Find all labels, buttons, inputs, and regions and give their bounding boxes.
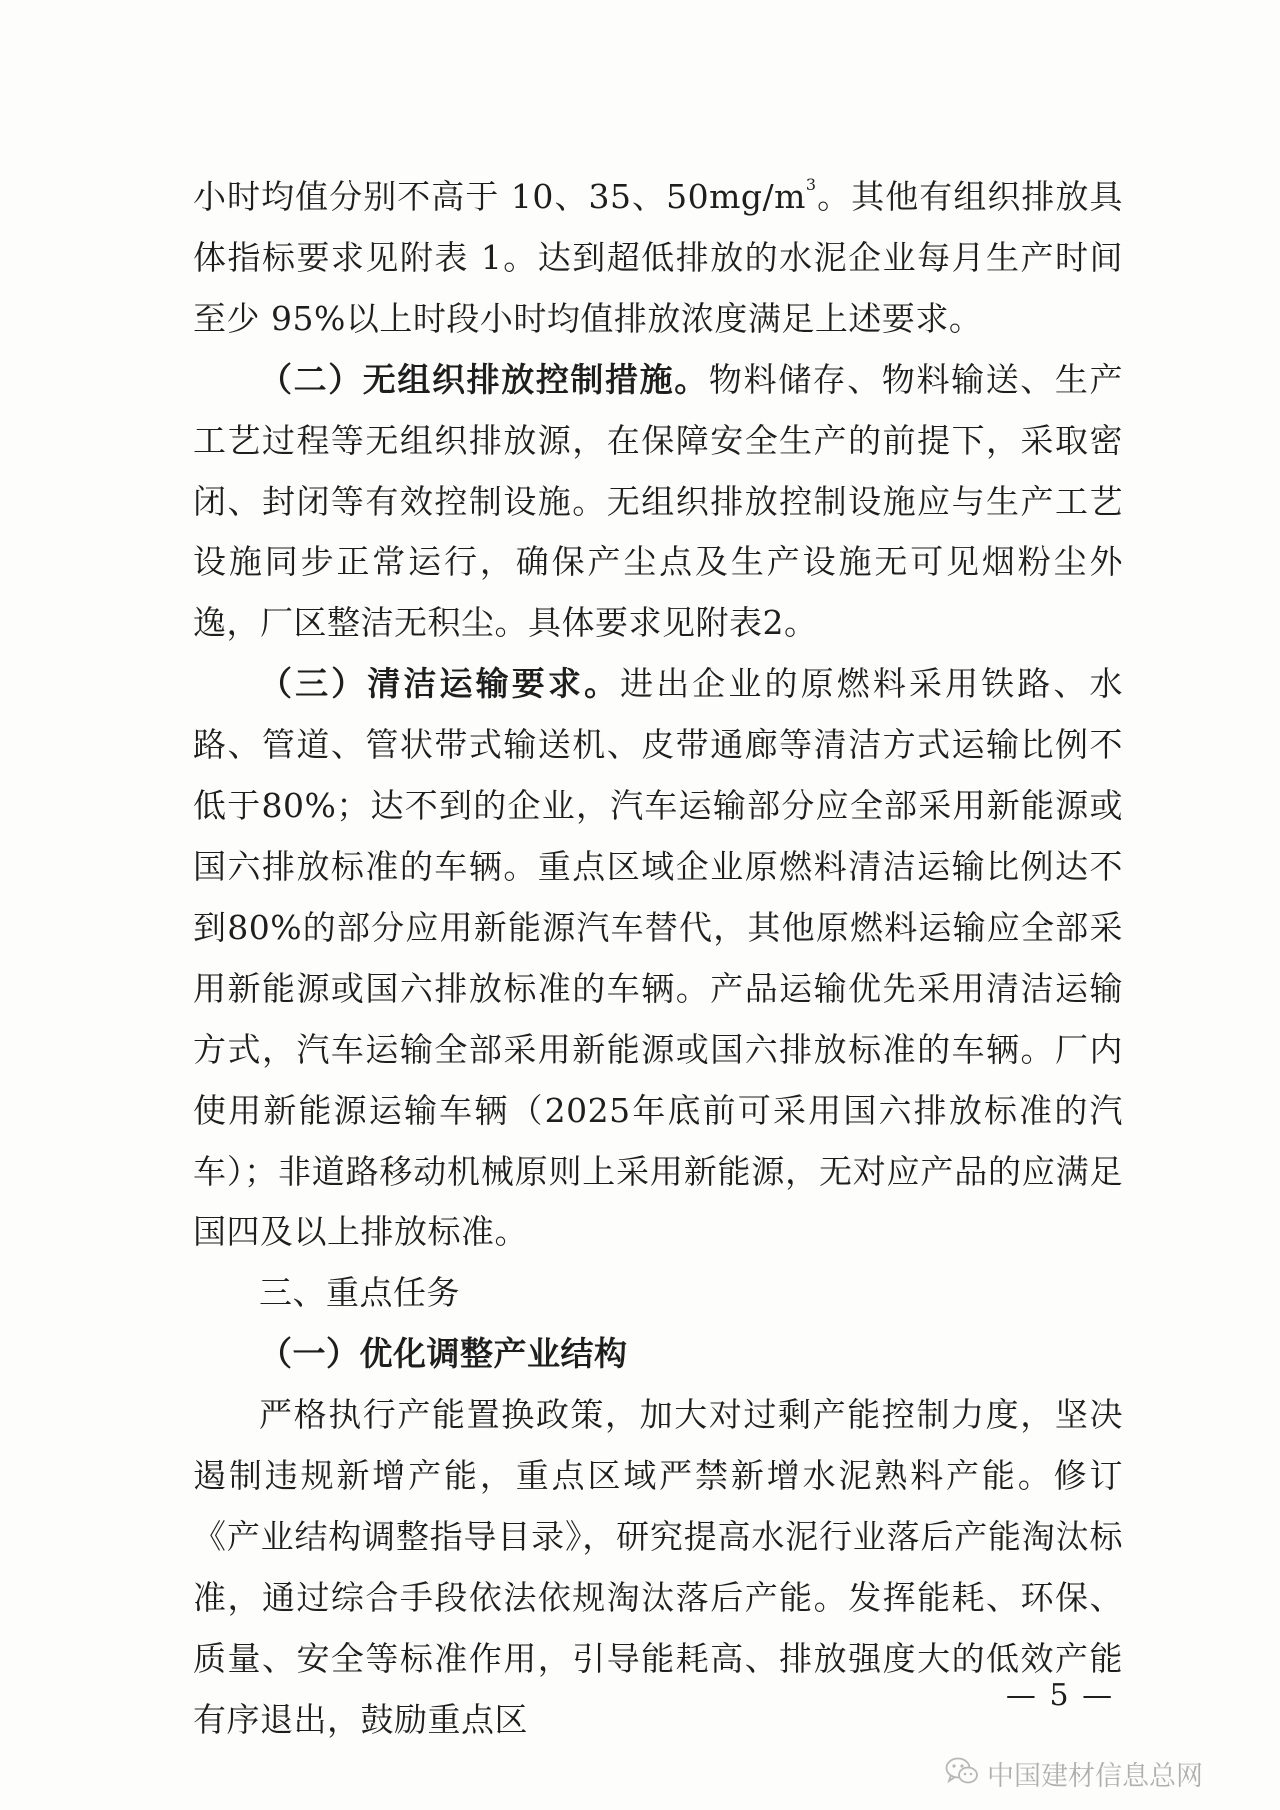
page-number: — 5 —: [1005, 1678, 1115, 1713]
paragraph-emission-limits: 小时均值分别不高于 10、35、$50mg/m^3$。其他有组织排放具体指标要求见附表 1。达到超低排放的水泥企业每月生产时间至少 95%以上时段小时均值排放浓度满足上述要求。: [193, 175, 1124, 338]
paragraph-fugitive-emission: （二）无组织排放控制措施。物料储存、物料输送、生产工艺过程等无组织排放源，在保障安全生产的前提下，采取密闭、封闭等有效控制设施。无组织排放控制设施应与生产工艺设施同步正常运行，确保产尘点及生产设施无可见烟粉尘外逸，厂区整洁无积尘。具体要求见附表2。: [193, 359, 1124, 643]
paragraph-capacity-replacement: 严格执行产能置换政策，加大对过剩产能控制力度，坚决遏制违规新增产能，重点区域严禁新增水泥熟料产能。修订《产业结构调整指导目录》，研究提高水泥行业落后产能淘汰标准，通过综合手段依法依规淘汰落后产能。发挥能耗、环保、质量、安全等标准作用，引导能耗高、排放强度大的低效产能有序退出，鼓励重点区: [193, 1395, 1123, 1739]
paragraph-clean-transport: （三）清洁运输要求。进出企业的原燃料采用铁路、水路、管道、管状带式输送机、皮带通廊等清洁方式运输比例不低于80%；达不到的企业，汽车运输部分应全部采用新能源或国六排放标准的车辆。重点区域企业原燃料清洁运输比例达不到80%的部分应用新能源汽车替代，其他原燃料运输应全部采用新能源或国六排放标准的车辆。产品运输优先采用清洁运输方式，汽车运输全部采用新能源或国六排放标准的车辆。厂内使用新能源运输车辆（2025年底前可采用国六排放标准的汽车）；非道路移动机械原则上采用新能源，无对应产品的应满足国四及以上排放标准。: [193, 664, 1124, 1252]
subsection-heading-industry-structure: （一）优化调整产业结构: [259, 1334, 628, 1374]
wechat-icon: [945, 1756, 979, 1790]
lead-fugitive-emission: （二）无组织排放控制措施。: [259, 359, 709, 399]
document-body: [193, 167, 1123, 1751]
superscript-3: 3: [805, 175, 817, 194]
watermark: [945, 1753, 1245, 1793]
section-heading-key-tasks: 三、重点任务: [259, 1273, 460, 1313]
lead-clean-transport: （三）清洁运输要求。: [259, 664, 621, 704]
watermark-text: 中国建材信息总网: [987, 1760, 1203, 1792]
